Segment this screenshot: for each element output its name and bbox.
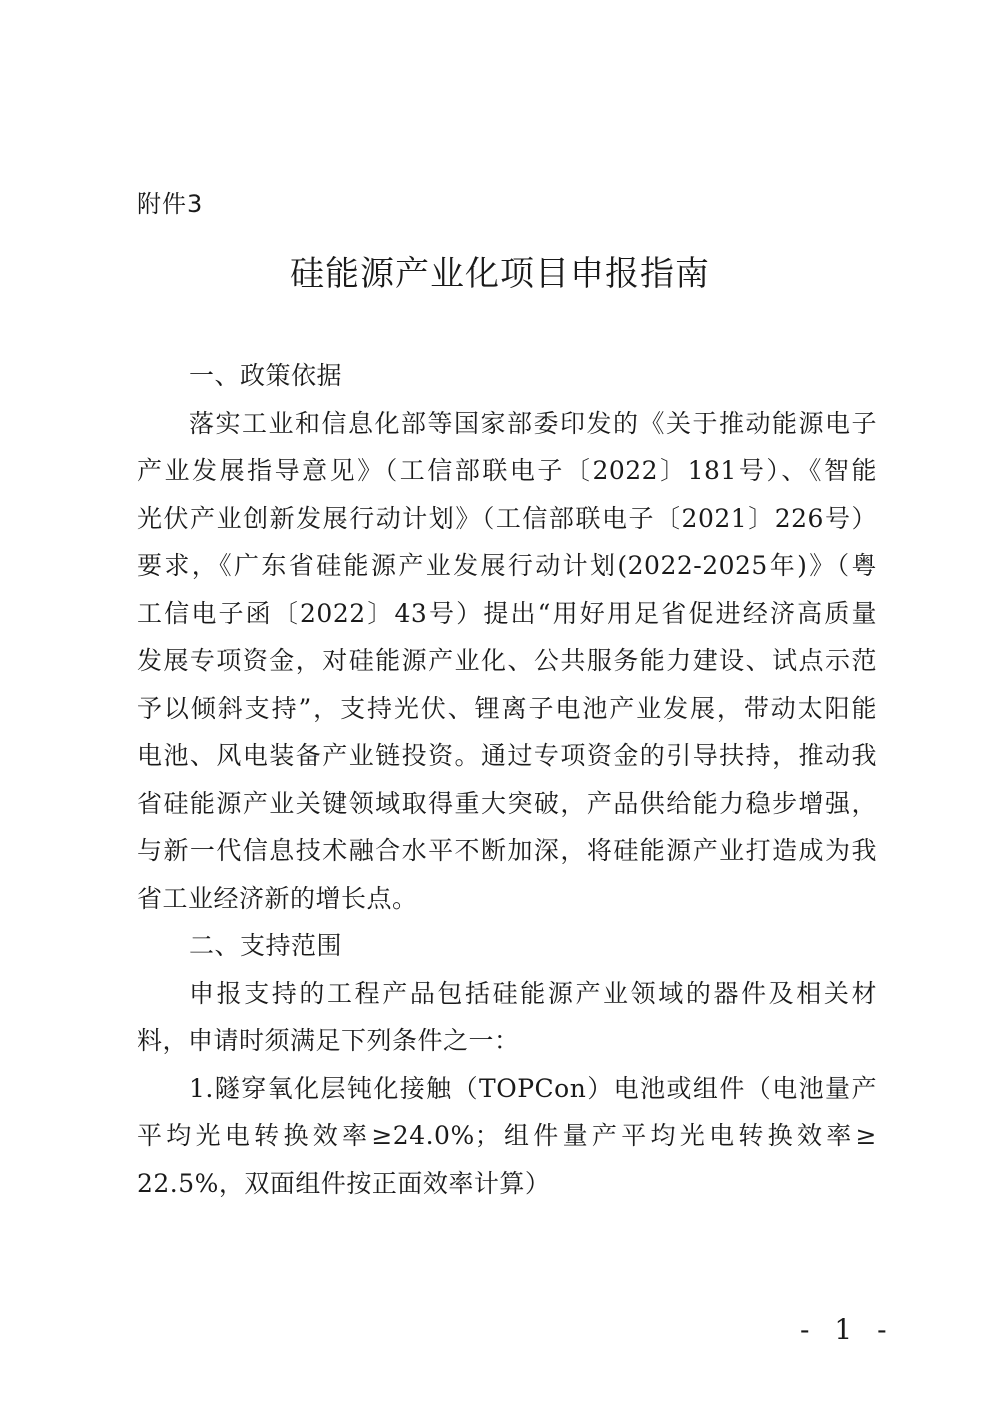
policy-paragraph-line: 予以倾斜支持”，支持光伏、锂离子电池产业发展，带动太阳能 <box>137 693 877 723</box>
policy-paragraph-line: 光伏产业创新发展行动计划》（工信部联电子〔2021〕226号） <box>137 503 877 533</box>
policy-paragraph-line: 省工业经济新的增长点。 <box>137 883 418 913</box>
policy-paragraph-line: 发展专项资金，对硅能源产业化、公共服务能力建设、试点示范 <box>137 646 877 675</box>
scope-intro-line: 料，申请时须满足下列条件之一： <box>137 1026 520 1055</box>
policy-paragraph-line: 与新一代信息技术融合水平不断加深，将硅能源产业打造成为我 <box>137 836 877 865</box>
policy-paragraph-line: 省硅能源产业关键领域取得重大突破，产品供给能力稳步增强， <box>137 788 877 818</box>
document-title: 硅能源产业化项目申报指南 <box>290 254 710 294</box>
policy-paragraph-line: 要求，《广东省硅能源产业发展行动计划(2022-2025年)》（粤 <box>137 551 877 580</box>
page-number: - 1 - <box>800 1313 895 1346</box>
policy-paragraph-line: 电池、风电装备产业链投资。通过专项资金的引导扶持，推动我 <box>137 741 877 770</box>
attachment-label: 附件3 <box>137 190 204 218</box>
section-heading-policy-basis: 一、政策依据 <box>189 361 343 390</box>
section-heading-support-scope: 二、支持范围 <box>189 931 343 960</box>
policy-paragraph-line: 工信电子函〔2022〕43号）提出“用好用足省促进经济高质量 <box>137 598 877 628</box>
policy-paragraph-line: 产业发展指导意见》（工信部联电子〔2022〕181号）、《智能 <box>137 456 877 485</box>
scope-item-line: 1.隧穿氧化层钝化接触（TOPCon）电池或组件（电池量产 <box>189 1073 877 1103</box>
scope-item-line: 平均光电转换效率≥24.0%；组件量产平均光电转换效率≥ <box>137 1121 877 1150</box>
scope-item-line: 22.5%，双面组件按正面效率计算） <box>137 1168 551 1198</box>
policy-paragraph-line: 落实工业和信息化部等国家部委印发的《关于推动能源电子 <box>189 408 877 438</box>
scope-intro-line: 申报支持的工程产品包括硅能源产业领域的器件及相关材 <box>189 978 877 1008</box>
document-body <box>137 352 877 1207</box>
